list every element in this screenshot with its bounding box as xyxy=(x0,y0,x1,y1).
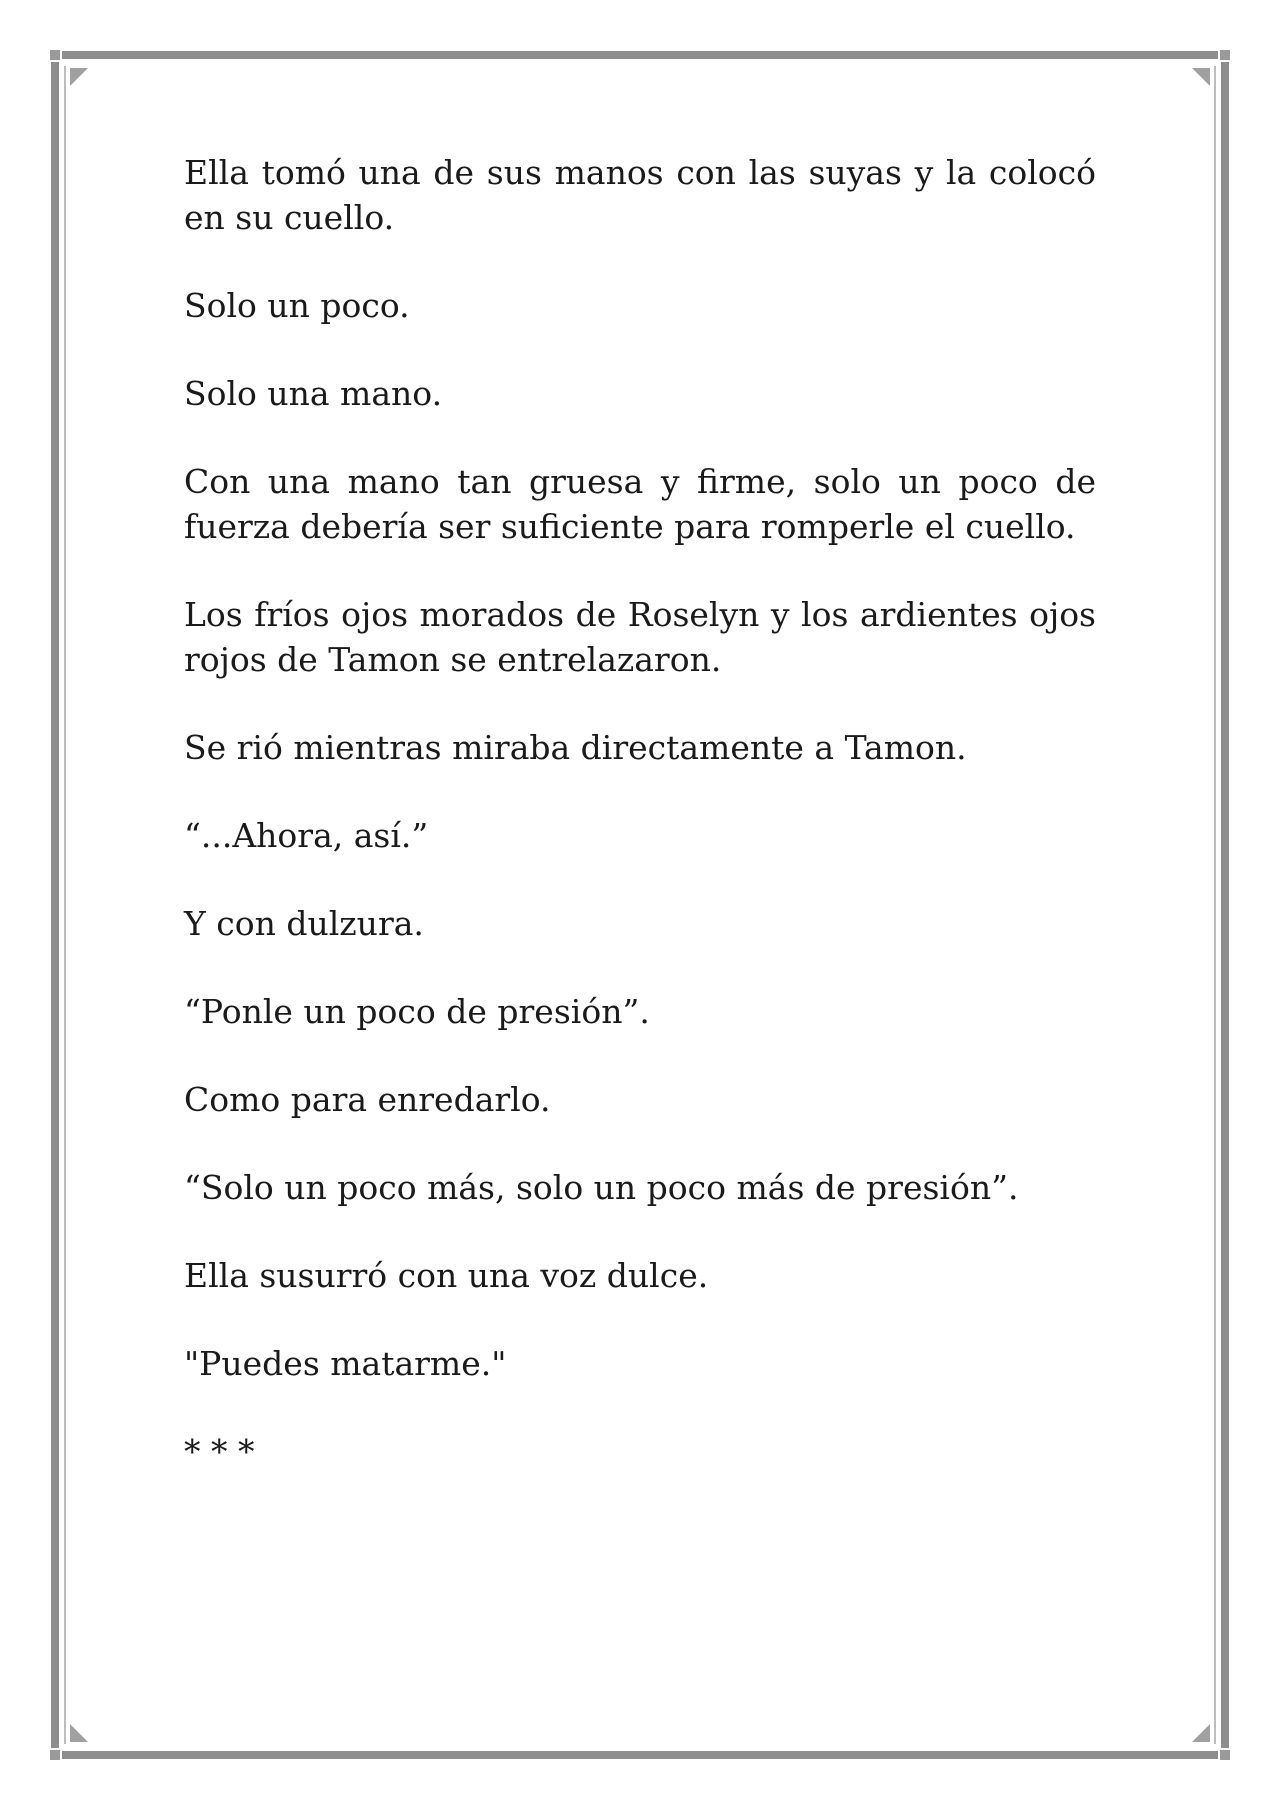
frame-triangle-top-left xyxy=(70,68,88,86)
frame-top-bar xyxy=(62,51,1218,59)
frame-corner-top-left xyxy=(50,50,60,60)
paragraph: Solo un poco. xyxy=(184,286,410,325)
frame-triangle-bottom-right xyxy=(1192,1724,1210,1742)
paragraph: Se rió mientras miraba directamente a Tamon. xyxy=(184,728,967,767)
frame-right-thin-line xyxy=(1214,66,1216,1744)
frame-bottom-bar xyxy=(62,1751,1218,1759)
frame-triangle-top-right xyxy=(1192,68,1210,86)
paragraph: Y con dulzura. xyxy=(184,904,424,943)
paragraph: Ella tomó una de sus manos con las suyas y la colocó en su cuello. xyxy=(184,153,1096,237)
frame-left-thin-line xyxy=(64,66,66,1744)
scene-break: * * * xyxy=(184,1432,255,1471)
paragraph: Como para enredarlo. xyxy=(184,1080,551,1119)
frame-corner-bottom-right xyxy=(1220,1750,1230,1760)
paragraph: “Solo un poco más, solo un poco más de presión”. xyxy=(184,1168,1019,1207)
paragraph: Ella susurró con una voz dulce. xyxy=(184,1256,709,1295)
paragraph: "Puedes matarme." xyxy=(184,1344,507,1383)
paragraph: “Ponle un poco de presión”. xyxy=(184,992,650,1031)
frame-right-bar xyxy=(1221,62,1229,1748)
document-body xyxy=(184,150,1096,1517)
frame-corner-bottom-left xyxy=(50,1750,60,1760)
paragraph: “...Ahora, así.” xyxy=(184,816,429,855)
frame-corner-top-right xyxy=(1220,50,1230,60)
frame-left-bar xyxy=(51,62,59,1748)
paragraph: Con una mano tan gruesa y firme, solo un poco de fuerza debería ser suficiente para romperle el cuello. xyxy=(184,462,1096,546)
paragraph: Solo una mano. xyxy=(184,374,443,413)
frame-triangle-bottom-left xyxy=(70,1724,88,1742)
paragraph: Los fríos ojos morados de Roselyn y los ardientes ojos rojos de Tamon se entrelazaron. xyxy=(184,595,1096,679)
